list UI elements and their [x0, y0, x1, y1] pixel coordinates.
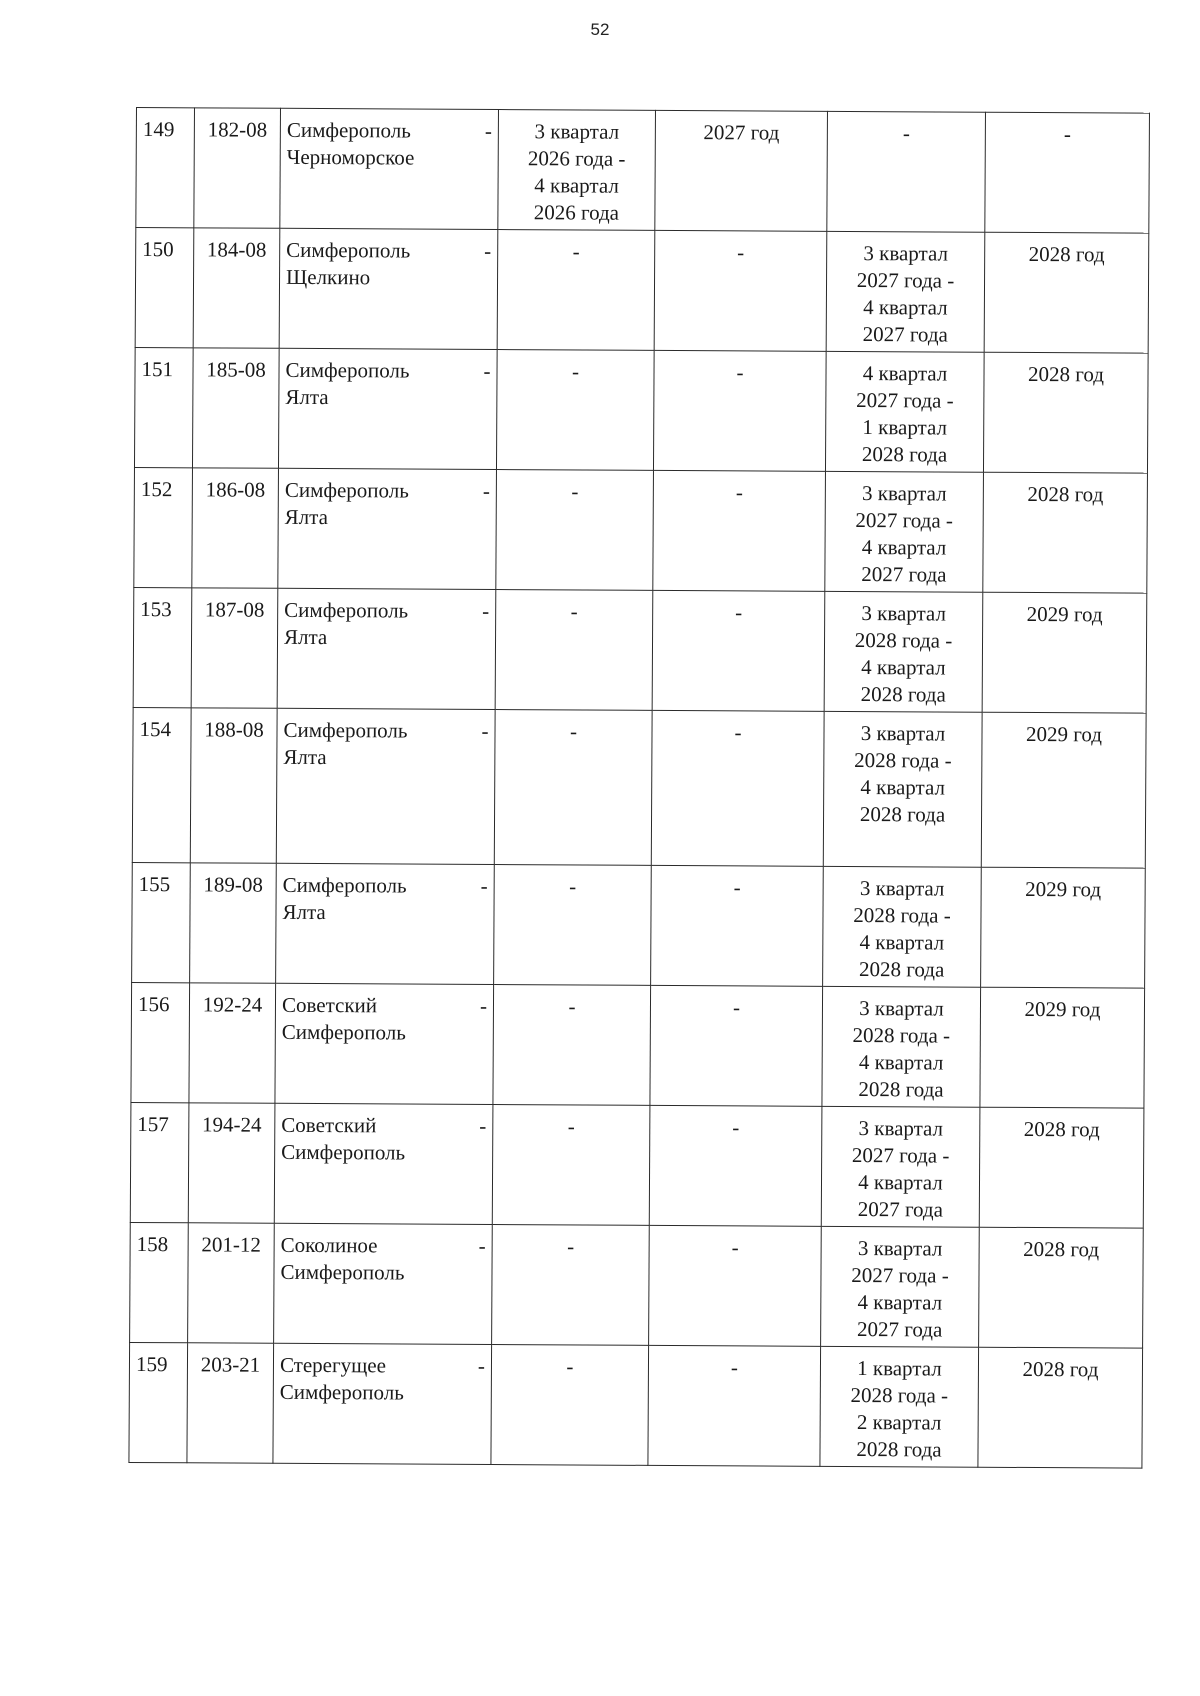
route-from: Советский: [281, 1112, 377, 1138]
route-dash: -: [481, 718, 489, 743]
table-row: [134, 467, 1148, 593]
year-1-cell: [655, 110, 828, 231]
year-2-cell: [984, 232, 1149, 353]
route-name-cell: [274, 1103, 493, 1224]
period-2-cell: [825, 471, 984, 592]
row-number-cell: [134, 347, 193, 467]
row-number-cell: [131, 982, 190, 1102]
period-2-line: 2027 года: [861, 562, 947, 587]
table-row: [133, 587, 1147, 713]
year-2: 2028 год: [1028, 241, 1105, 267]
route-code: 182-08: [207, 117, 268, 142]
route-name-cell: [279, 228, 498, 349]
period-1-cell: [491, 1345, 649, 1466]
period-2-line: 4 квартал: [863, 295, 948, 320]
route-from: Симферополь: [282, 872, 407, 898]
period-1-line: -: [571, 359, 580, 384]
period-1-line: -: [570, 599, 578, 624]
route-from: Симферополь: [284, 477, 409, 503]
year-2-cell: [983, 352, 1148, 473]
period-1-line: 4 квартал: [534, 173, 619, 198]
route-from: Симферополь: [286, 117, 411, 143]
year-2: 2028 год: [1022, 1356, 1099, 1382]
route-code: 188-08: [204, 717, 264, 742]
period-2-line: 3 квартал: [861, 601, 947, 626]
year-1-cell: [651, 865, 824, 986]
route-to: Симферополь: [279, 1379, 404, 1405]
year-1: -: [735, 600, 743, 625]
year-2-cell: [981, 867, 1146, 988]
row-number-cell: [133, 587, 192, 707]
row-number-cell: [132, 862, 191, 982]
period-2-line: 2027 года -: [856, 388, 954, 413]
year-2-cell: [982, 592, 1147, 713]
route-to: Симферополь: [281, 1019, 406, 1045]
period-2-cell: [827, 111, 986, 232]
table-row: [130, 1102, 1144, 1228]
route-code-cell: [187, 1343, 274, 1463]
route-name-cell: [275, 983, 494, 1104]
period-2-line: 2028 года: [858, 1077, 944, 1102]
period-2-line: 3 квартал: [859, 996, 944, 1021]
route-name-cell: [274, 1223, 493, 1344]
period-2-line: 4 квартал: [857, 1290, 943, 1315]
year-2-cell: [979, 1227, 1144, 1348]
row-number: 150: [142, 237, 174, 262]
period-1-cell: [494, 865, 652, 986]
route-from: Симферополь: [286, 237, 411, 263]
route-to: Щелкино: [285, 264, 371, 290]
period-1-cell: [498, 110, 656, 231]
route-to: Ялта: [283, 744, 327, 770]
row-number: 158: [136, 1232, 169, 1257]
period-2-line: 2028 года -: [854, 628, 953, 653]
period-2-line: 1 квартал: [857, 1356, 942, 1381]
year-1: -: [735, 480, 743, 505]
table-row: [130, 1222, 1144, 1348]
route-code: 187-08: [204, 597, 265, 622]
route-dash: -: [478, 1233, 486, 1258]
year-1-cell: [649, 1105, 822, 1226]
year-1: -: [732, 995, 741, 1020]
row-number-cell: [132, 707, 191, 862]
row-number-cell: [130, 1222, 189, 1342]
year-2: 2028 год: [1027, 361, 1105, 387]
period-1-cell: [496, 350, 654, 471]
table-row: [135, 228, 1149, 354]
table-row: [134, 347, 1148, 473]
period-2-line: 4 квартал: [860, 775, 946, 800]
period-2-line: 3 квартал: [857, 1236, 943, 1261]
route-to: Симферополь: [280, 1259, 405, 1285]
year-2: 2029 год: [1025, 721, 1103, 747]
period-1-cell: [497, 230, 655, 351]
row-number: 155: [138, 872, 171, 897]
year-2-cell: [983, 472, 1148, 593]
period-1-line: 3 квартал: [534, 119, 620, 144]
route-code-cell: [193, 228, 280, 348]
table-row: [136, 108, 1150, 234]
period-1-line: -: [568, 994, 576, 1019]
route-code-cell: [188, 1103, 275, 1223]
year-1-cell: [653, 350, 826, 471]
period-2-line: 2027 года -: [856, 268, 955, 293]
period-1-cell: [494, 710, 652, 866]
page-number: 52: [590, 20, 610, 39]
period-2-line: 2027 года -: [851, 1143, 950, 1168]
period-2-line: 3 квартал: [862, 481, 947, 506]
period-2-line: 3 квартал: [860, 721, 946, 746]
period-2-line: 4 квартал: [858, 1050, 944, 1075]
table-row: [132, 862, 1146, 988]
route-from: Симферополь: [283, 717, 408, 743]
period-1-line: 2026 года: [533, 200, 620, 225]
route-name-cell: [278, 468, 497, 589]
row-number-cell: [130, 1102, 189, 1222]
row-number: 159: [135, 1352, 168, 1377]
route-code: 203-21: [200, 1352, 261, 1377]
period-2-line: 2027 года -: [855, 508, 954, 533]
route-dash: -: [483, 358, 491, 383]
route-dash: -: [480, 873, 488, 898]
route-to: Ялта: [282, 899, 326, 925]
route-code: 186-08: [205, 477, 266, 502]
table-body: [129, 108, 1150, 1469]
route-schedule-table: [128, 107, 1150, 1469]
route-code: 192-24: [202, 992, 263, 1017]
route-code-cell: [190, 863, 277, 983]
year-2-cell: [978, 1347, 1143, 1468]
period-2-cell: [823, 866, 982, 987]
period-1-cell: [496, 470, 654, 591]
year-2-cell: [980, 987, 1145, 1108]
route-code: 201-12: [201, 1232, 261, 1257]
route-code-cell: [189, 983, 276, 1103]
route-code-cell: [188, 1223, 275, 1343]
year-1: -: [737, 240, 745, 265]
period-2-line: 2027 года: [857, 1197, 944, 1222]
row-number: 151: [141, 357, 174, 382]
year-2-cell: [985, 112, 1150, 233]
row-number: 156: [137, 992, 170, 1017]
route-code-cell: [194, 108, 281, 228]
route-to: Ялта: [283, 624, 328, 650]
period-2-cell: [826, 231, 985, 352]
route-name-cell: [276, 708, 495, 864]
row-number-cell: [134, 467, 193, 587]
year-1-cell: [651, 710, 824, 866]
year-1: -: [733, 875, 741, 900]
table-row: [131, 982, 1145, 1108]
year-1: -: [736, 360, 744, 385]
period-1-line: -: [566, 1354, 574, 1379]
period-2-line: -: [902, 121, 910, 146]
route-dash: -: [482, 478, 490, 503]
route-dash: -: [479, 1113, 487, 1138]
route-name-cell: [276, 863, 495, 984]
period-2-line: 4 квартал: [859, 930, 945, 955]
period-2-cell: [821, 1106, 980, 1227]
row-number-cell: [129, 1342, 188, 1462]
period-1-line: -: [572, 239, 580, 264]
period-2-line: 4 квартал: [861, 655, 946, 680]
route-from: Симферополь: [284, 597, 409, 623]
row-number-cell: [136, 108, 195, 228]
route-dash: -: [477, 1353, 486, 1378]
period-2-line: 2028 года -: [852, 1023, 951, 1048]
period-2-cell: [820, 1346, 979, 1467]
row-number: 149: [142, 117, 175, 142]
route-code: 185-08: [206, 357, 266, 382]
route-name-cell: [277, 588, 496, 709]
year-1-cell: [652, 590, 825, 711]
route-code-cell: [192, 468, 279, 588]
period-2-line: 2028 года: [860, 682, 946, 707]
route-code: 189-08: [203, 872, 263, 897]
route-code-cell: [192, 348, 279, 468]
year-1-cell: [649, 1225, 822, 1346]
period-2-line: 4 квартал: [862, 361, 948, 386]
row-number: 153: [140, 597, 172, 622]
year-1-cell: [648, 1345, 821, 1466]
period-2-line: 2028 года: [861, 442, 948, 467]
period-2-line: 4 квартал: [861, 535, 947, 560]
year-1: -: [731, 1235, 739, 1260]
period-2-cell: [823, 711, 982, 867]
period-2-line: 3 квартал: [859, 876, 945, 901]
period-2-cell: [825, 351, 984, 472]
year-2-cell: [979, 1107, 1144, 1228]
year-2: 2028 год: [1023, 1236, 1100, 1262]
period-2-line: 2028 года -: [853, 903, 951, 928]
year-1-cell: [653, 470, 826, 591]
year-2-cell: [981, 712, 1146, 868]
period-1-line: -: [569, 874, 577, 899]
table-row: [132, 707, 1146, 868]
route-dash: -: [484, 238, 492, 263]
period-2-line: 2028 года: [859, 957, 945, 982]
row-number-cell: [135, 228, 194, 348]
period-1-cell: [493, 985, 651, 1106]
year-2: 2029 год: [1024, 996, 1101, 1022]
year-1: -: [734, 720, 742, 745]
period-2-line: 2027 года: [862, 322, 948, 347]
route-code: 184-08: [206, 237, 267, 262]
route-to: Ялта: [285, 384, 329, 410]
route-name-cell: [273, 1343, 492, 1464]
period-2-line: 3 квартал: [863, 241, 949, 266]
period-2-line: 2028 года: [856, 1437, 942, 1462]
route-name-cell: [280, 108, 499, 229]
period-2-line: 2028 года: [859, 802, 946, 827]
route-from: Советский: [281, 992, 378, 1018]
route-dash: -: [484, 118, 492, 143]
route-code-cell: [191, 588, 278, 708]
route-dash: -: [479, 993, 488, 1018]
route-from: Стерегущее: [279, 1352, 387, 1378]
route-from: Соколиное: [280, 1232, 378, 1258]
period-2-cell: [822, 986, 981, 1107]
route-dash: -: [482, 598, 490, 623]
route-to: Ялта: [284, 504, 329, 530]
period-1-line: -: [567, 1234, 575, 1259]
year-2: 2029 год: [1026, 601, 1103, 627]
period-2-line: 2 квартал: [856, 1410, 942, 1435]
period-1-line: -: [567, 1114, 575, 1139]
year-1-cell: [654, 230, 827, 351]
table-row: [129, 1342, 1143, 1468]
period-2-line: 4 квартал: [858, 1170, 943, 1195]
year-2: -: [1063, 122, 1071, 147]
row-number: 157: [137, 1112, 169, 1137]
year-2: 2029 год: [1025, 876, 1102, 902]
route-name-cell: [278, 348, 497, 469]
period-2-line: 2028 года -: [850, 1383, 949, 1408]
year-1: 2027 год: [703, 120, 780, 145]
period-2-line: 1 квартал: [862, 415, 948, 440]
year-1: -: [730, 1355, 739, 1380]
period-2-line: 2028 года -: [854, 748, 952, 773]
route-to: Черноморское: [286, 144, 415, 170]
route-code-cell: [190, 708, 277, 863]
period-1-cell: [495, 590, 653, 711]
route-code: 194-24: [202, 1112, 262, 1137]
route-to: Симферополь: [281, 1139, 406, 1165]
year-2: 2028 год: [1027, 481, 1104, 507]
period-1-line: -: [571, 479, 579, 504]
period-1-cell: [492, 1225, 650, 1346]
year-1-cell: [650, 985, 823, 1106]
period-2-line: 2027 года -: [851, 1263, 949, 1288]
period-2-line: 2027 года: [856, 1317, 943, 1342]
year-2: 2028 год: [1023, 1116, 1100, 1142]
row-number: 152: [140, 477, 173, 502]
period-2-cell: [824, 591, 983, 712]
period-2-line: 3 квартал: [858, 1116, 944, 1141]
period-1-line: -: [569, 719, 578, 744]
period-1-line: 2026 года -: [527, 146, 626, 171]
year-1: -: [732, 1115, 740, 1140]
period-2-cell: [821, 1226, 980, 1347]
route-from: Симферополь: [285, 357, 410, 383]
row-number: 154: [139, 717, 172, 742]
period-1-cell: [492, 1105, 650, 1226]
